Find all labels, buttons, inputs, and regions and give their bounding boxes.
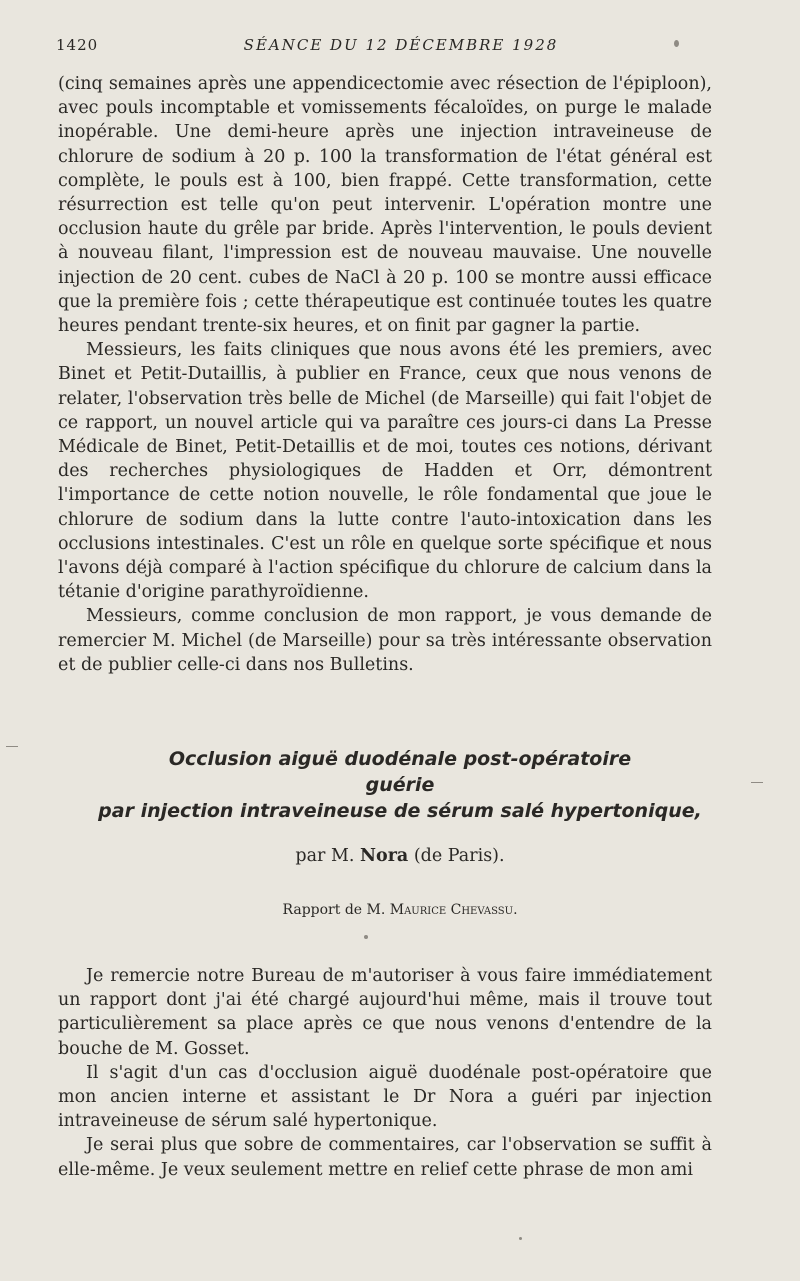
title-line: guérie bbox=[365, 774, 435, 796]
byline bbox=[0, 846, 800, 866]
article-title bbox=[40, 746, 760, 824]
title-line: Occlusion aiguë duodénale post-opératoire bbox=[168, 748, 632, 770]
running-header bbox=[56, 36, 746, 58]
paragraph: Messieurs, les faits cliniques que nous avons été les premiers, avec Binet et Petit-Dutaillis, à publier en France, ceux que nous venons de relater, l'observation très belle de Michel (de Marseille) qui fait l'objet de ce rapport, un nouvel article qui va paraître ces jours-ci dans La Presse Médicale de Binet, Petit-Detaillis et de moi, toutes ces notions, dérivant des recherches physiologiques de Hadden et Orr, démontrent l'importance de cette notion nouvelle, le rôle fondamental que joue le chlorure de sodium dans la lutte contre l'auto-intoxication dans les occlusions intestinales. C'est un rôle en quelque sorte spécifique et nous l'avons déjà comparé à l'action spécifique du chlorure de calcium dans la tétanie d'origine parathyroïdienne. bbox=[58, 340, 712, 603]
page-number: 1420 bbox=[56, 36, 99, 54]
running-title: SÉANCE DU 12 DÉCEMBRE 1928 bbox=[243, 36, 559, 54]
paragraph: Je remercie notre Bureau de m'autoriser à vous faire immédiatement un rapport dont j'ai été chargé aujourd'hui même, mais il trouve tout particulièrement sa place après ce que nous venons d'entendre de la bouche de M. Gosset. bbox=[58, 966, 712, 1059]
paper-speck bbox=[519, 1237, 522, 1240]
title-line: par injection intraveineuse de sérum salé hypertonique, bbox=[98, 800, 702, 822]
reporter-name: Maurice Chevassu. bbox=[389, 902, 518, 918]
article-body bbox=[58, 964, 712, 1182]
paper-speck bbox=[6, 746, 18, 747]
continued-text bbox=[58, 72, 712, 677]
paper-speck bbox=[751, 782, 763, 783]
byline-prefix: par M. bbox=[295, 846, 355, 866]
paper-speck bbox=[364, 935, 368, 939]
paragraph: Il s'agit d'un cas d'occlusion aiguë duodénale post-opératoire que mon ancien interne et assistant le Dr Nora a guéri par injection intraveineuse de sérum salé hypertonique. bbox=[58, 1062, 712, 1132]
byline-suffix: (de Paris). bbox=[413, 846, 505, 866]
paragraph: Messieurs, comme conclusion de mon rapport, je vous demande de remercier M. Michel (de Marseille) pour sa très intéressante observation et de publier celle-ci dans nos Bulletins. bbox=[58, 606, 712, 675]
report-attribution bbox=[0, 902, 800, 918]
paragraph: Je serai plus que sobre de commentaires, car l'observation se suffit à elle-même. Je veux seulement mettre en relief cette phrase de mon ami bbox=[58, 1135, 712, 1180]
report-prefix: Rapport de M. bbox=[282, 902, 386, 918]
paragraph: (cinq semaines après une appendicectomie avec résection de l'épiploon), avec pouls incomptable et vomissements fécaloïdes, on purge le malade inopérable. Une demi-heure après une injection intraveineuse de chlorure de sodium à 20 p. 100 la transformation de l'état général est complète, le pouls est à 100, bien frappé. Cette transformation, cette résurrection est telle qu'on peut intervenir. L'opération montre une occlusion haute du grêle par bride. Après l'intervention, le pouls devient à nouveau filant, l'impression est de nouveau mauvaise. Une nouvelle injection de 20 cent. cubes de NaCl à 20 p. 100 se montre aussi efficace que la première fois ; cette thérapeutique est continuée toutes les quatre heures pendant trente-six heures, et on finit par gagner la partie. bbox=[58, 74, 712, 337]
author-name: Nora bbox=[360, 846, 409, 866]
paper-speck bbox=[674, 40, 679, 47]
